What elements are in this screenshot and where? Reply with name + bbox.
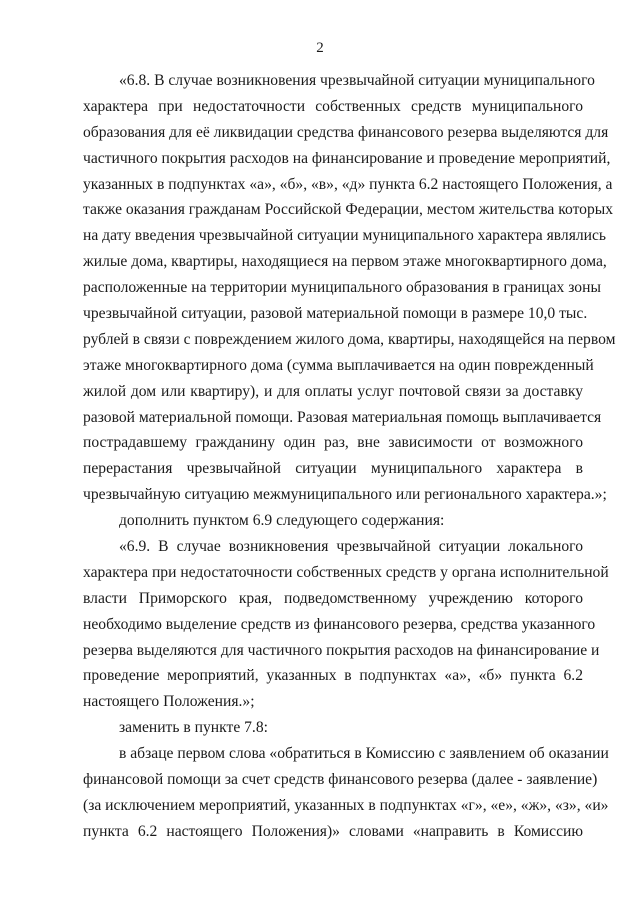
text-line: также оказания гражданам Российской Федерации, местом жительства которых <box>83 201 614 219</box>
text-line: финансовой помощи за счет средств финансового резерва (далее - заявление) <box>83 771 598 789</box>
text-line: (за исключением мероприятий, указанных в подпунктах «г», «е», «ж», «з», «и» <box>83 796 609 814</box>
text-line: власти Приморского края, подведомственному учреждению которого <box>83 589 583 607</box>
text-line: чрезвычайную ситуацию межмуниципального или регионального характера.»; <box>83 486 607 504</box>
document-body <box>83 68 616 845</box>
page-number: 2 <box>316 40 324 56</box>
text-line: рублей в связи с повреждением жилого дома, квартиры, находящейся на первом <box>83 330 616 348</box>
text-line: проведение мероприятий, указанных в подпунктах «а», «б» пункта 6.2 <box>83 667 583 685</box>
text-line: пункта 6.2 настоящего Положения)» словами «направить в Комиссию <box>83 822 583 840</box>
text-line: частичного покрытия расходов на финансирование и проведение мероприятий, <box>83 149 611 167</box>
text-line: чрезвычайной ситуации, разовой материальной помощи в размере 10,0 тыс. <box>83 305 588 323</box>
text-line: дополнить пунктом 6.9 следующего содержания: <box>119 512 445 530</box>
text-line: резерва выделяются для частичного покрытия расходов на финансирование и <box>83 641 600 659</box>
text-line: жилые дома, квартиры, находящиеся на первом этаже многоквартирного дома, <box>83 253 607 271</box>
text-line: перерастания чрезвычайной ситуации муниципального характера в <box>83 460 583 478</box>
text-line: «6.9. В случае возникновения чрезвычайной ситуации локального <box>119 538 583 556</box>
text-line: «6.8. В случае возникновения чрезвычайной ситуации муниципального <box>119 72 595 89</box>
text-line: заменить в пункте 7.8: <box>119 719 268 737</box>
text-line: необходимо выделение средств из финансового резерва, средства указанного <box>83 615 596 633</box>
text-line: образования для её ликвидации средства финансового резерва выделяются для <box>83 123 609 141</box>
text-line: на дату введения чрезвычайной ситуации муниципального характера являлись <box>83 227 607 245</box>
text-line: в абзаце первом слова «обратиться в Комиссию с заявлением об оказании <box>119 745 609 763</box>
text-line: настоящего Положения.»; <box>83 693 255 711</box>
text-line: этаже многоквартирного дома (сумма выплачивается на один поврежденный <box>83 356 594 374</box>
text-line: характера при недостаточности собственных средств у органа исполнительной <box>83 563 609 581</box>
text-line: разовой материальной помощи. Разовая материальная помощь выплачивается <box>83 408 602 426</box>
text-line: жилой дом или квартиру), и для оплаты услуг почтовой связи за доставку <box>83 382 583 400</box>
text-line: расположенные на территории муниципального образования в границах зоны <box>83 279 601 297</box>
text-line: указанных в подпунктах «а», «б», «в», «д» пункта 6.2 настоящего Положения, а <box>83 175 613 193</box>
text-line: пострадавшему гражданину один раз, вне зависимости от возможного <box>83 434 583 452</box>
text-line: характера при недостаточности собственных средств муниципального <box>83 97 583 115</box>
